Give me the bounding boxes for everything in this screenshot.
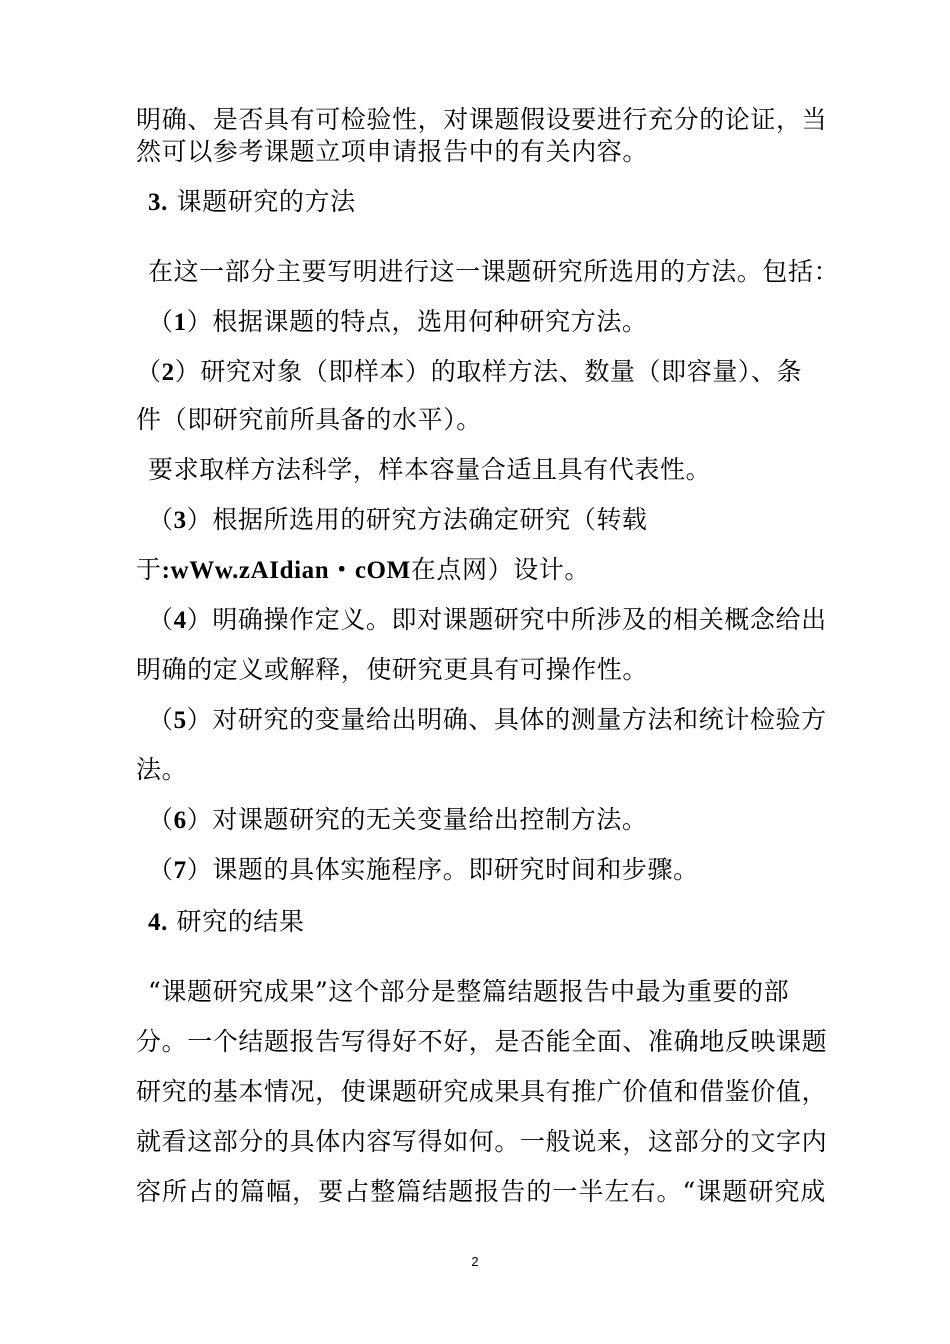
line-text: ）课题的具体实施程序。即研究时间和步骤。 [186,855,699,884]
line-text: ）研究对象（即样本）的取样方法、数量（即容量）、条 [174,357,803,386]
line-prefix: 于 [136,555,162,584]
body-line [136,1176,826,1208]
line-text: 在点网）设计。 [410,555,590,584]
line-text: 研究的基本情况，使课题研究成果具有推广价值和借鉴价值， [136,1077,828,1106]
list-number: 3 [173,507,187,534]
list-item-7 [148,854,699,887]
body-line [136,1076,826,1108]
body-line [136,136,648,168]
body-line [148,256,839,288]
line-text: 分。一个结题报告写得好不好，是否能全面、准确地反映课题 [136,1027,828,1056]
list-item-1 [148,306,648,339]
line-text: 容所占的篇幅，要占整篇结题报告的一半左右。“课题研究成 [136,1177,826,1206]
list-open-paren: （ [148,805,174,834]
section-title: 课题研究的方法 [176,187,356,216]
body-line [136,754,187,786]
line-text: 然可以参考课题立项申请报告中的有关内容。 [136,137,649,166]
body-line [136,554,590,587]
list-open-paren: （ [148,705,174,734]
section-number: 3. [148,189,168,216]
line-text: ）根据所选用的研究方法确定研究（转载 [186,505,648,534]
list-number: 5 [173,707,187,734]
line-text: ）对研究的变量给出明确、具体的测量方法和统计检验方 [186,705,827,734]
line-text: 就看这部分的具体内容写得如何。一般说来，这部分的文字内 [136,1127,828,1156]
body-line [136,104,826,136]
page-number: 2 [471,1254,479,1269]
body-line [136,654,648,686]
line-text: 明确、是否具有可检验性，对课题假设要进行充分的论证，当 [136,105,828,134]
line-text: 法。 [136,755,188,784]
section-heading-results [148,906,305,939]
list-open-paren: （ [136,357,162,386]
list-item-3 [148,504,648,537]
list-open-paren: （ [148,505,174,534]
section-heading-methods [148,186,356,219]
list-item-5 [148,704,827,737]
source-url-text: :wWw.zAIdian・cOM [161,557,411,584]
body-line [148,454,711,486]
line-text: 要求取样方法科学，样本容量合适且具有代表性。 [148,455,712,484]
list-item-4 [148,604,827,637]
list-number: 4 [173,607,187,634]
line-text: “课题研究成果”这个部分是整篇结题报告中最为重要的部 [148,977,790,1006]
line-text: 在这一部分主要写明进行这一课题研究所选用的方法。包括： [148,257,840,286]
line-text: ）根据课题的特点，选用何种研究方法。 [186,307,648,336]
list-number: 1 [173,309,187,336]
list-number: 2 [161,359,175,386]
line-text: ）对课题研究的无关变量给出控制方法。 [186,805,648,834]
list-number: 6 [173,807,187,834]
body-line [148,976,789,1008]
list-item-2 [136,356,802,389]
section-title: 研究的结果 [176,907,305,936]
list-open-paren: （ [148,307,174,336]
line-text: 明确的定义或解释，使研究更具有可操作性。 [136,655,649,684]
list-open-paren: （ [148,855,174,884]
body-line [136,1026,826,1058]
section-number: 4. [148,909,168,936]
body-line [136,404,482,436]
line-text: ）明确操作定义。即对课题研究中所涉及的相关概念给出 [186,605,827,634]
list-number: 7 [173,857,187,884]
line-text: 件（即研究前所具备的水平）。 [136,405,482,434]
list-item-6 [148,804,648,837]
list-open-paren: （ [148,605,174,634]
body-line [136,1126,826,1158]
